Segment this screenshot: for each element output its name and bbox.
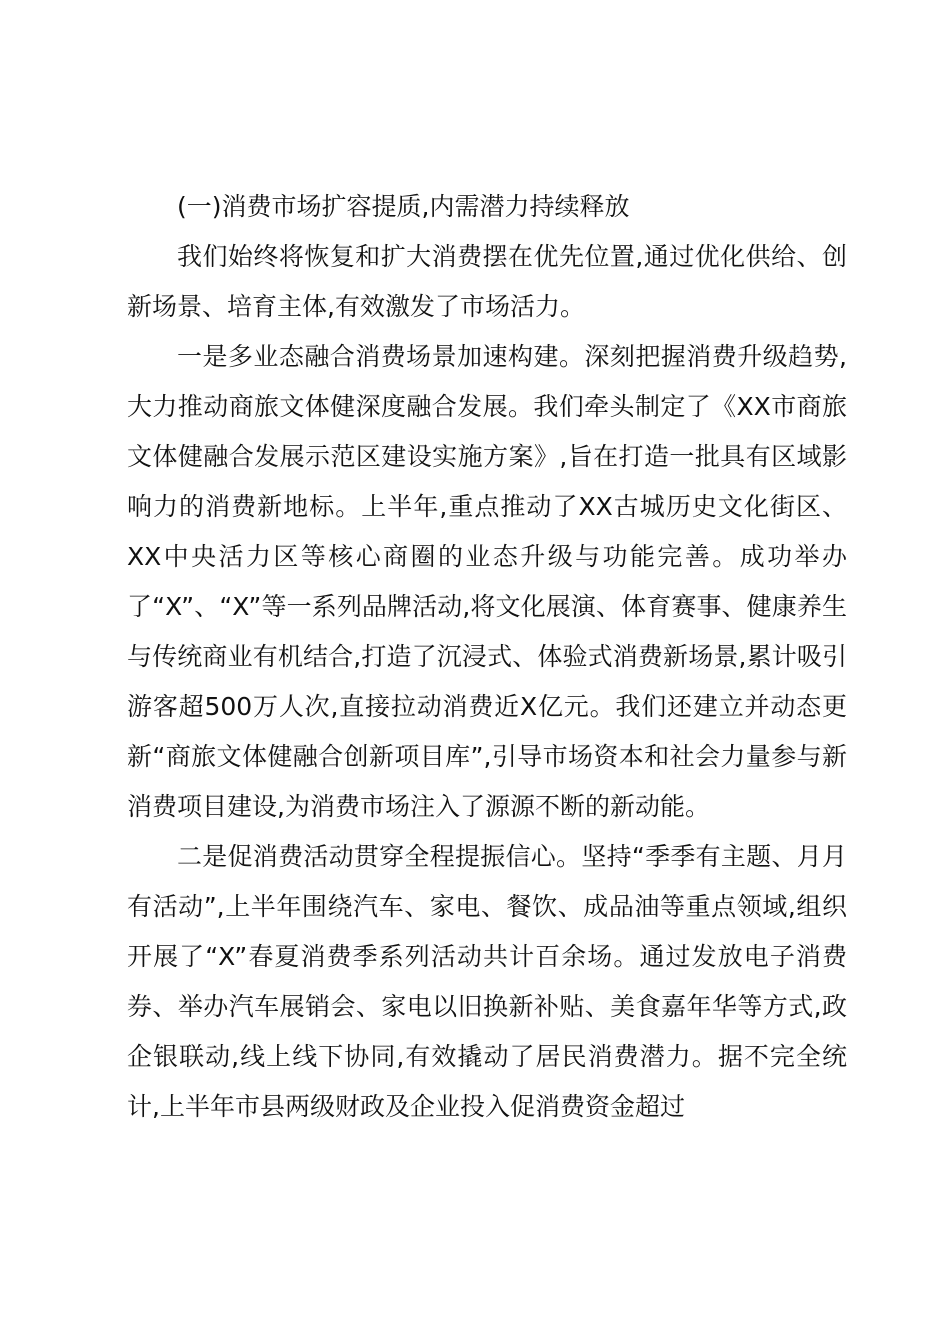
- section-heading: (一)消费市场扩容提质,内需潜力持续释放: [177, 192, 630, 221]
- document-body: [127, 182, 847, 1132]
- paragraph-promotion-activities: 二是促消费活动贯穿全程提振信心。坚持“季季有主题、月月有活动”,上半年围绕汽车、家电、餐饮、成品油等重点领域,组织开展了“X”春夏消费季系列活动共计百余场。通过发放电子消费券、举办汽车展销会、家电以旧换新补贴、美食嘉年华等方式,政企银联动,线上线下协同,有效撬动了居民消费潜力。据不完全统计,上半年市县两级财政及企业投入促消费资金超过: [127, 842, 847, 1121]
- paragraph-consumption-scenes: 一是多业态融合消费场景加速构建。深刻把握消费升级趋势,大力推动商旅文体健深度融合发展。我们牵头制定了《XX市商旅文体健融合发展示范区建设实施方案》,旨在打造一批具有区域影响力的消费新地标。上半年,重点推动了XX古城历史文化街区、XX中央活力区等核心商圈的业态升级与功能完善。成功举办了“X”、“X”等一系列品牌活动,将文化展演、体育赛事、健康养生与传统商业有机结合,打造了沉浸式、体验式消费新场景,累计吸引游客超500万人次,直接拉动消费近X亿元。我们还建立并动态更新“商旅文体健融合创新项目库”,引导市场资本和社会力量参与新消费项目建设,为消费市场注入了源源不断的新动能。: [127, 342, 847, 821]
- paragraph-intro: 我们始终将恢复和扩大消费摆在优先位置,通过优化供给、创新场景、培育主体,有效激发了市场活力。: [127, 242, 847, 321]
